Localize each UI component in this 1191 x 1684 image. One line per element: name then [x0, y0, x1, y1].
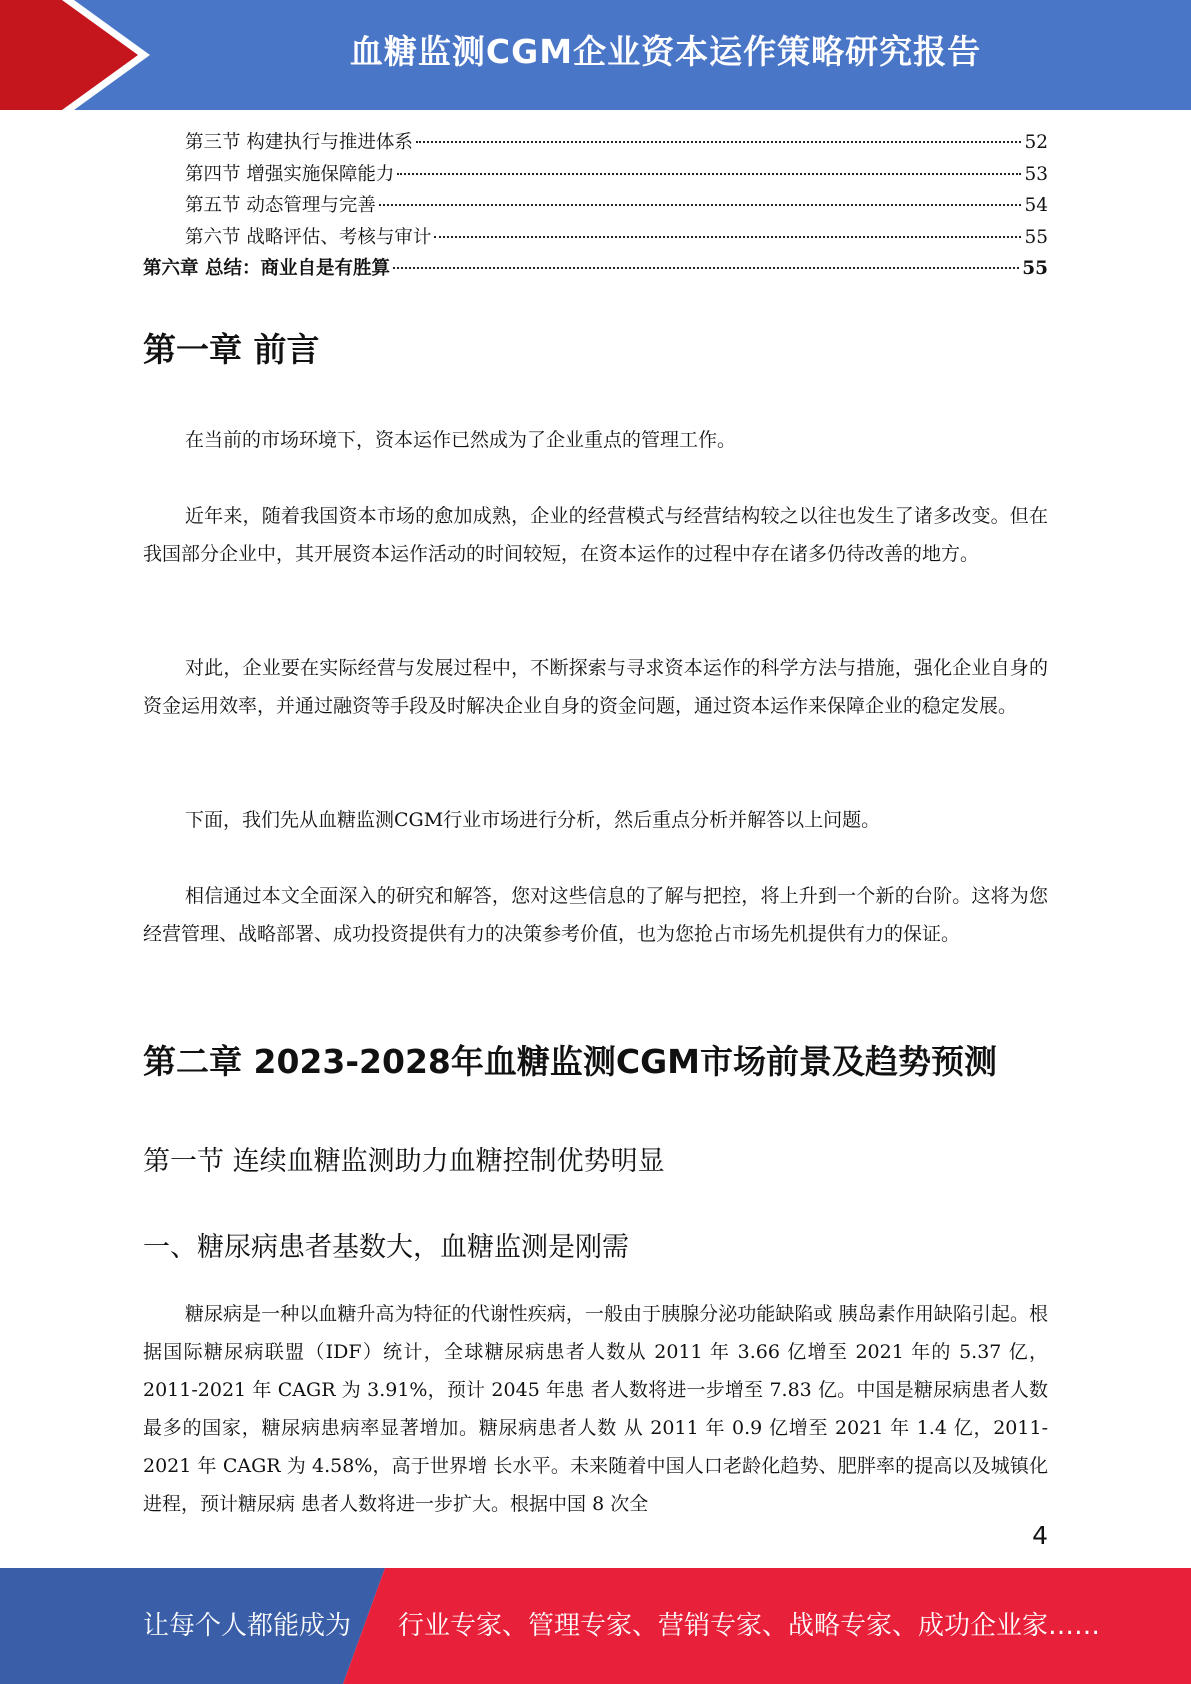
- toc-entry-page: 55: [1024, 226, 1048, 248]
- page-number: 4: [1032, 1521, 1048, 1550]
- report-title: 血糖监测CGM企业资本运作策略研究报告: [349, 32, 982, 71]
- toc-entry-page: 53: [1024, 163, 1048, 185]
- toc-entry[interactable]: [143, 160, 1048, 192]
- toc-entry-label: 第五节 动态管理与完善: [185, 195, 376, 216]
- page-footer: [0, 1568, 1191, 1684]
- toc-leader-dots: [434, 236, 1021, 238]
- toc-entry-label: 第六节 战略评估、考核与审计: [185, 226, 432, 248]
- footer-slogan-left: 让每个人都能成为: [143, 1611, 352, 1641]
- toc-entry-label: 第三节 构建执行与推进体系: [185, 132, 413, 153]
- toc-entry[interactable]: [143, 191, 1048, 223]
- footer-slogan-right: 行业专家、管理专家、营销专家、战略专家、成功企业家……: [398, 1611, 1101, 1641]
- toc-leader-dots: [416, 141, 1022, 143]
- chapter-1-paragraph: 近年来，随着我国资本市场的愈加成熟，企业的经营模式与经营结构较之以往也发生了诸多改变。但在我国部分企业中，其开展资本运作活动的时间较短，在资本运作的过程中存在诸多仍待改善的地方。: [143, 505, 1048, 565]
- chapter-1-paragraph: 在当前的市场环境下，资本运作已然成为了企业重点的管理工作。: [185, 429, 737, 451]
- header-arrow-decoration: [0, 0, 160, 110]
- chapter-1-heading: 第一章 前言: [143, 330, 320, 369]
- toc-entry-label: 第六章 总结：商业自是有胜算: [143, 258, 390, 279]
- toc-entry[interactable]: [143, 128, 1048, 160]
- chapter-1-paragraph: 相信通过本文全面深入的研究和解答，您对这些信息的了解与把控，将上升到一个新的台阶。这将为您经营管理、战略部署、成功投资提供有力的决策参考价值，也为您抢占市场先机提供有力的保证。: [143, 885, 1048, 945]
- chapter-1-paragraph: 对此，企业要在实际经营与发展过程中，不断探索与寻求资本运作的科学方法与措施，强化企业自身的资金运用效率，并通过融资等手段及时解决企业自身的资金问题，通过资本运作来保障企业的稳定发展。: [143, 657, 1048, 717]
- section-heading: 第一节 连续血糖监测助力血糖控制优势明显: [143, 1146, 665, 1177]
- toc-entry-page: 54: [1024, 195, 1048, 216]
- toc-leader-dots: [397, 173, 1021, 175]
- table-of-contents: [143, 128, 1048, 286]
- chapter-2-paragraph: 糖尿病是一种以血糖升高为特征的代谢性疾病，一般由于胰腺分泌功能缺陷或 胰岛素作用缺陷引起。根据国际糖尿病联盟（IDF）统计，全球糖尿病患者人数从 2011 年 3.66 亿增至 2021 年的 5.37 亿，2011-2021 年 CAGR 为 3.91%，预计 2045 年患 者人数将进一步增至 7.83 亿。中国是糖尿病患者人数最多的国家，糖尿病患病率显著增加。糖尿病患者人数 从 2011 年 0.9 亿增至 2021 年 1.4 亿，2011-2021 年 CAGR 为 4.58%，高于世界增 长水平。未来随着中国人口老龄化趋势、肥胖率的提高以及城镇化进程，预计糖尿病 患者人数将进一步扩大。根据中国 8 次全: [143, 1303, 1048, 1515]
- toc-entry-label: 第四节 增强实施保障能力: [185, 163, 395, 185]
- toc-leader-dots: [379, 204, 1022, 206]
- subsection-heading: 一、糖尿病患者基数大，血糖监测是刚需: [143, 1232, 629, 1263]
- toc-leader-dots: [393, 267, 1019, 269]
- toc-entry-page: 52: [1024, 132, 1048, 153]
- chapter-1-paragraph: 下面，我们先从血糖监测CGM行业市场进行分析，然后重点分析并解答以上问题。: [185, 809, 881, 831]
- toc-entry-page: 55: [1022, 258, 1048, 279]
- page-header: [0, 0, 1191, 110]
- toc-entry-chapter[interactable]: [143, 254, 1048, 286]
- toc-entry[interactable]: [143, 223, 1048, 255]
- chapter-2-heading: 第二章 2023-2028年血糖监测CGM市场前景及趋势预测: [143, 1042, 998, 1081]
